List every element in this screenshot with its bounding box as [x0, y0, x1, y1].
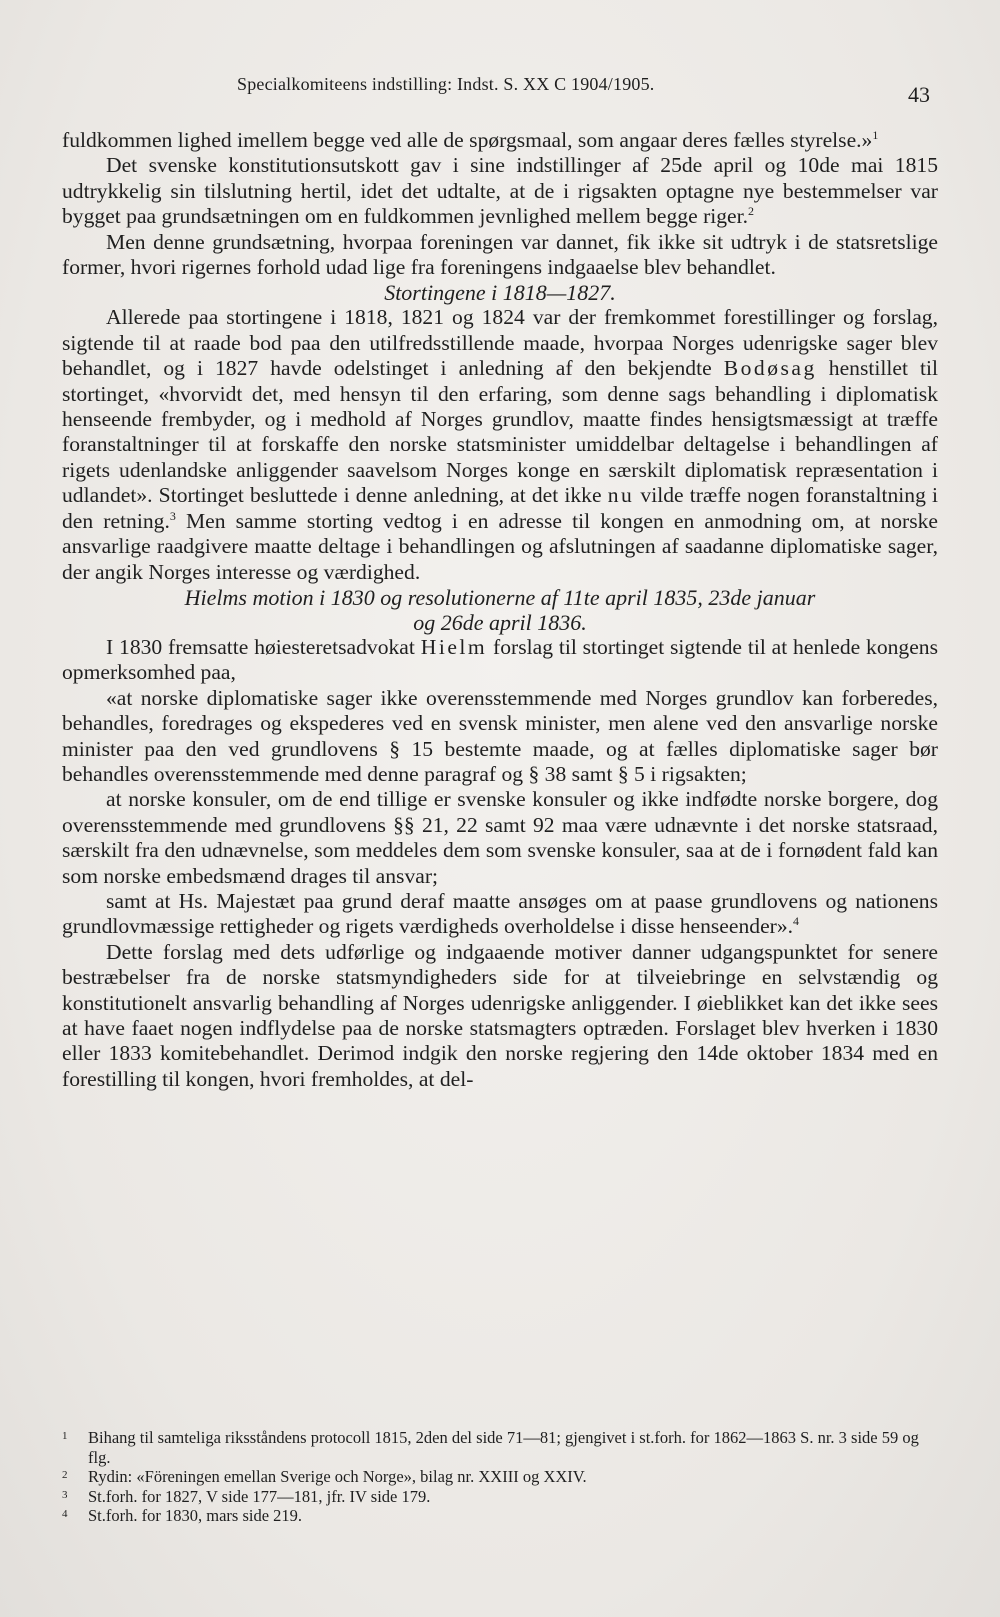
footnote-text: Bihang til samteliga riksståndens protocoll 1815, 2den del side 71—81; gjengivet i st.forh. for 1862—1863 S. nr. 3 side 59 og flg. [88, 1428, 919, 1467]
footnote-ref-3[interactable]: 3 [169, 508, 176, 523]
body-text [62, 128, 938, 1092]
footnote-text: Rydin: «Föreningen emellan Sverige och Norge», bilag nr. XXIII og XXIV. [88, 1467, 587, 1486]
footnote-4 [62, 1506, 926, 1526]
paragraph-1: fuldkommen lighed imellem begge ved alle de spørgsmaal, som angaar deres fælles styrelse.»$^1$ [62, 127, 879, 152]
footnote-3 [62, 1487, 926, 1507]
section-heading-stortingene: Stortingene i 1818—1827. [384, 280, 616, 306]
paragraph-3: Men denne grundsætning, hvorpaa foreningen var dannet, fik ikke sit udtryk i de statsretslige former, hvori rigernes forhold udad lige fra foreningens indgaaelse blev behandlet. [62, 229, 938, 280]
quote-part-2: at norske konsuler, om de end tillige er svenske konsuler og ikke indfødte norske borgere, dog overensstemmende med grundlovens §§ 21, 22 samt 92 maa være udnævnte i det norske statsraad, særskilt fra den udnævnelse, som meddeles dem som svenske konsuler, saa at de i fornødent fald kan som norske embedsmænd drages til ansvar; [62, 787, 938, 888]
paragraph-4: Allerede paa stortingene i 1818, 1821 og 1824 var der fremkommet forestillinger og forslag, sigtende til at raade bod paa den utilfredsstillende maade, hvorpaa Norges udenrigske sager blev behandlet, og i 1827 havde odelstinget i anledning af den bekjendte Bodøsag henstillet til stortinget, «hvorvidt det, med hensyn til den erfaring, som denne sags behandling i diplomatisk henseende frembyder, og i medhold af Norges grundlov, maatte findes hensigtsmæssigt at træffe foranstaltninger til at forskaffe den norske statsminister umiddelbar deltagelse i behandlingen af rigets udenlandske anliggender saavelsom Norges konge en særskilt diplomatisk repræsentation i udlandet». Stortinget besluttede i denne anledning, at det ikke nu vilde træffe nogen foranstaltning i den retning.$^3$ Men samme storting vedtog i en adresse til kongen en anmodning om, at norske ansvarlige raadgivere maatte deltage i behandlingen og afslutningen af saadanne diplomatiske sager, der angik Norges interesse og værdighed. [62, 305, 939, 584]
footnote-1 [62, 1428, 926, 1467]
section-heading-hielms-motion: Hielms motion i 1830 og resolutionerne af 11te april 1835, 23de januar og 26de april 1836. [184, 584, 816, 635]
running-title: Specialkomiteens indstilling: Indst. S. XX C 1904/1905. [237, 74, 655, 94]
footnotes [62, 1428, 926, 1526]
footnote-mark: 1 [62, 1430, 68, 1442]
paragraph-5: I 1830 fremsatte høiesteretsadvokat Hielm forslag til stortinget sigtende til at henlede kongens opmerksomhed paa, [62, 634, 938, 685]
footnote-text: St.forh. for 1827, V side 177—181, jfr. IV side 179. [88, 1486, 431, 1506]
footnote-mark: 3 [62, 1488, 68, 1501]
paragraph-6: Dette forslag med dets udførlige og indgaaende motiver danner udgangspunktet for senere bestræbelser fra de norske statsmyndigheders side for at tilveiebringe en selvstændig og konstitutionelt ansvarlig behandling af Norges udenrigske anliggender. I øieblikket kan det ikke sees at have faaet nogen indflydelse paa de norske statsmagters optræden. Forslaget blev hverken i 1830 eller 1833 komitebehandlet. Derimod indgik den norske regjering den 14de oktober 1834 med en forestilling til kongen, hvori fremholdes, at del- [62, 939, 938, 1091]
spaced-term-nu: nu [607, 483, 635, 508]
footnote-ref-1[interactable]: 1 [872, 127, 879, 142]
page-number: 43 [908, 82, 930, 107]
footnote-mark: 2 [62, 1469, 68, 1481]
footnote-mark: 4 [62, 1508, 68, 1520]
spaced-term-hielm: Hielm [420, 634, 488, 659]
quote-part-3: samt at Hs. Majestæt paa grund deraf maatte ansøges om at paase grundlovens og nationens grundlovmæssige rettigheder og rigets værdigheds overholdelse i disse henseender».$^4$ [62, 888, 938, 939]
footnote-ref-4[interactable]: 4 [793, 914, 800, 929]
running-header [62, 70, 938, 110]
quote-part-1: «at norske diplomatiske sager ikke overensstemmende med Norges grundlov kan forberedes, behandles, foredrages og ekspederes ved en svensk minister, men alene ved den ansvarlige norske minister paa den ved grundlovens § 15 bestemte maade, og at fælles diplomatiske sager bør behandles overensstemmende med denne paragraf og § 38 samt § 5 i rigsakten; [62, 685, 938, 786]
spaced-term-bodosag: Bodøsag [723, 356, 817, 381]
footnote-2 [62, 1467, 926, 1487]
footnote-ref-2[interactable]: 2 [748, 204, 755, 219]
footnote-text: St.forh. for 1830, mars side 219. [88, 1506, 303, 1525]
paragraph-2: Det svenske konstitutionsutskott gav i sine indstillinger af 25de april og 10de mai 1815 udtrykkelig sin tilslutning hertil, idet det udtalte, at de i rigsakten optagne nye bestemmelser var bygget paa grundsætningen om en fuldkommen jevnlighed mellem begge riger.$^2$ [62, 153, 938, 229]
